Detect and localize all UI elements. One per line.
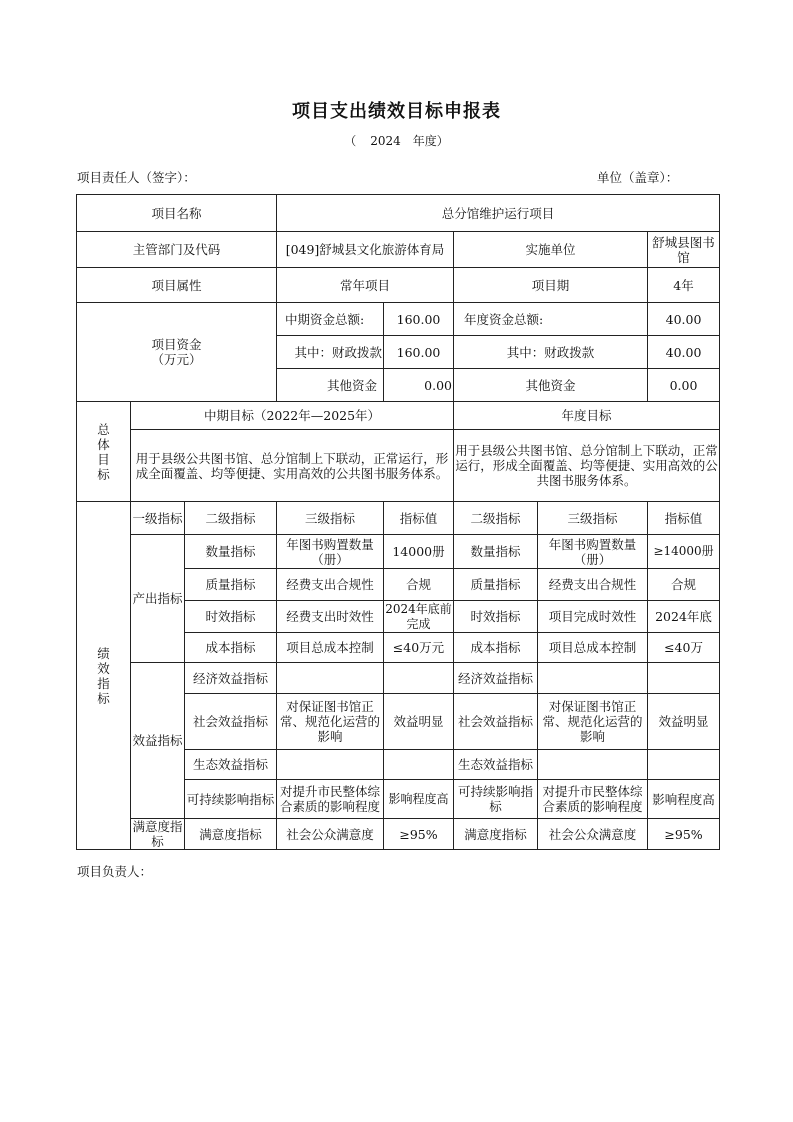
table-row: 成本指标 项目总成本控制 ≤40万元 成本指标 项目总成本控制 ≤40万: [77, 633, 720, 663]
project-name-label: 项目名称: [77, 195, 277, 232]
table-row: 效益指标 经济效益指标 经济效益指标: [77, 663, 720, 694]
project-name-value: 总分馆维护运行项目: [277, 195, 720, 232]
year-value: 2024: [370, 134, 401, 148]
mid-fiscal-label: 其中：财政拨款: [277, 336, 384, 369]
benefit-indicator-label: 效益指标: [131, 663, 185, 819]
period-value: 4年: [648, 268, 720, 303]
responsible-signature-label: 项目责任人（签字）：: [77, 170, 196, 185]
mid-other-value: 0.00: [384, 369, 454, 402]
funds-label-cell: [77, 303, 277, 402]
table-row: 社会效益指标 对保证图书馆正常、规范化运营的影响 效益明显 社会效益指标 对保证图书馆正常、规范化运营的影响 效益明显: [77, 694, 720, 750]
table-row: 质量指标 经费支出合规性 合规 质量指标 经费支出合规性 合规: [77, 569, 720, 601]
year-other-label: 其他资金: [454, 369, 648, 402]
header-year-value: 指标值: [648, 502, 720, 535]
mid-other-label: 其他资金: [277, 369, 384, 402]
mid-goal-header: 中期目标（2022年—2025年）: [131, 402, 454, 430]
project-owner-label: 项目负责人：: [77, 864, 153, 879]
funds-unit: （万元）: [151, 352, 202, 367]
row-department: [77, 232, 720, 268]
table-row: 生态效益指标 生态效益指标: [77, 750, 720, 780]
table-row: 满意度指标 满意度指标 社会公众满意度 ≥95% 满意度指标 社会公众满意度 ≥95%: [77, 819, 720, 850]
row-project-name: [77, 195, 720, 232]
header-value: 指标值: [384, 502, 454, 535]
row-attribute: [77, 268, 720, 303]
header-level2: 二级指标: [185, 502, 277, 535]
attribute-label: 项目属性: [77, 268, 277, 303]
table-row: 可持续影响指标 对提升市民整体综合素质的影响程度 影响程度高 可持续影响指标 对提升市民整体综合素质的影响程度 影响程度高: [77, 780, 720, 819]
mid-fiscal-value: 160.00: [384, 336, 454, 369]
satisfaction-indicator-label: 满意度指标: [132, 819, 183, 849]
header-level1: 一级指标: [131, 502, 185, 535]
form-title: 项目支出绩效目标申报表: [292, 101, 501, 122]
year-suffix: 年度）: [412, 134, 449, 148]
year-open: （: [344, 134, 357, 148]
implementer-label: 实施单位: [454, 232, 648, 268]
table-row: 产出指标 数量指标 年图书购置数量（册） 14000册 数量指标 年图书购置数量（册） ≥14000册: [77, 535, 720, 569]
row-funds-total: [77, 303, 720, 336]
overall-goal-label: 总 体 目 标: [77, 402, 131, 502]
attribute-value: 常年项目: [277, 268, 454, 303]
year-line: [0, 132, 793, 149]
funds-label: 项目资金: [151, 337, 202, 352]
year-fiscal-label: 其中：财政拨款: [454, 336, 648, 369]
header-year-level3: 三级指标: [538, 502, 648, 535]
unit-seal-label: 单位（盖章）：: [597, 170, 679, 185]
performance-indicator-label: 绩 效 指 标: [77, 502, 131, 850]
header-level3: 三级指标: [277, 502, 384, 535]
header-year-level2: 二级指标: [454, 502, 538, 535]
row-goals-text: [77, 430, 720, 502]
row-indicator-header: [77, 502, 720, 535]
mid-total-value: 160.00: [384, 303, 454, 336]
mid-total-label: 中期资金总额:: [277, 303, 384, 336]
output-indicator-label: 产出指标: [131, 535, 185, 663]
year-fiscal-value: 40.00: [648, 336, 720, 369]
year-total-value: 40.00: [648, 303, 720, 336]
year-goal-header: 年度目标: [454, 402, 720, 430]
year-goal-text: 用于县级公共图书馆、总分馆制上下联动，正常运行，形成全面覆盖、均等便捷、实用高效的公共图书服务体系。: [454, 430, 720, 502]
table-row: 时效指标 经费支出时效性 2024年底前完成 时效指标 项目完成时效性 2024年底: [77, 601, 720, 633]
year-total-label: 年度资金总额:: [454, 303, 648, 336]
year-other-value: 0.00: [648, 369, 720, 402]
mid-goal-text: 用于县级公共图书馆、总分馆制上下联动，正常运行，形成全面覆盖、均等便捷、实用高效的公共图书服务体系。: [131, 430, 454, 502]
period-label: 项目期: [454, 268, 648, 303]
implementer-value: 舒城县图书馆: [648, 232, 720, 268]
department-label: 主管部门及代码: [77, 232, 277, 268]
performance-goal-table: [76, 194, 720, 850]
row-goals-header: [77, 402, 720, 430]
department-value: [049]舒城县文化旅游体育局: [277, 232, 454, 268]
